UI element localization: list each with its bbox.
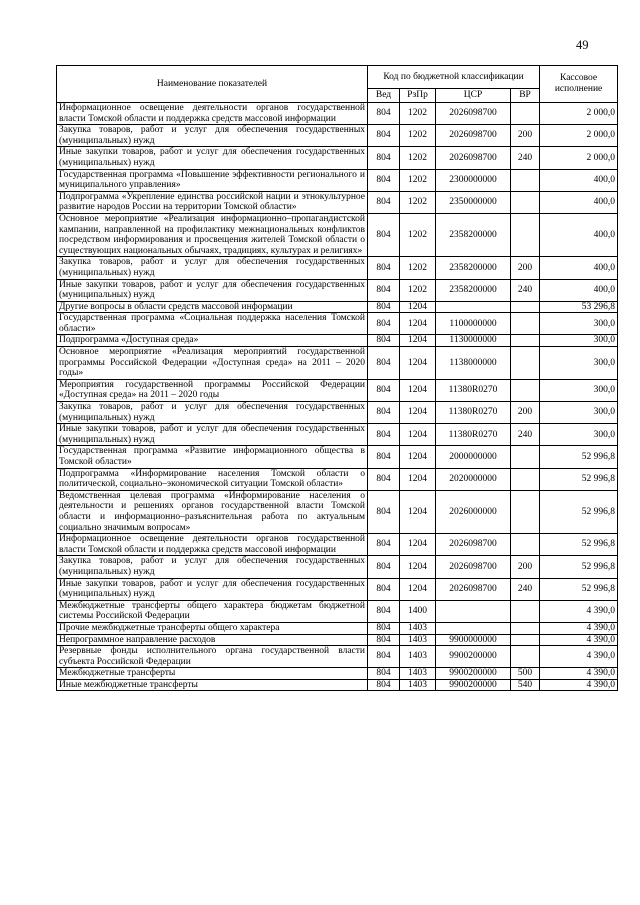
row-rzpr: 1202 [400,125,436,147]
row-name: Информационное освещение деятельности органов государственной власти Томской области и поддержка средств массовой информации [57,534,368,556]
row-rzpr: 1202 [400,103,436,125]
row-name: Иные межбюджетные трансферты [57,679,368,691]
row-name: Закупка товаров, работ и услуг для обеспечения государственных (муниципальных) нужд [57,556,368,578]
row-amount: 300,0 [540,335,618,347]
row-csr: 2300000000 [436,169,511,191]
row-rzpr: 1204 [400,490,436,533]
table-row [57,347,618,380]
row-vr: 240 [511,147,540,169]
row-rzpr: 1403 [400,634,436,646]
row-amount: 300,0 [540,402,618,424]
table-row [57,634,618,646]
row-vr [511,103,540,125]
row-amount: 2 000,0 [540,147,618,169]
row-amount: 400,0 [540,213,618,256]
header-amount: Кассовое исполнение [540,66,618,103]
row-csr: 2350000000 [436,191,511,213]
row-rzpr: 1204 [400,534,436,556]
row-name: Прочие межбюджетные трансферты общего характера [57,622,368,634]
row-rzpr: 1204 [400,468,436,490]
table-row [57,490,618,533]
row-ved: 804 [368,335,400,347]
row-amount: 300,0 [540,347,618,380]
row-amount: 4 390,0 [540,668,618,680]
row-vr: 240 [511,279,540,301]
table-row [57,402,618,424]
row-ved: 804 [368,279,400,301]
row-name: Подпрограмма «Укрепление единства российской нации и этнокультурное развитие народов России на территории Томской области» [57,191,368,213]
row-vr: 200 [511,125,540,147]
row-csr: 11380R0270 [436,424,511,446]
table-row [57,646,618,668]
table-row [57,213,618,256]
row-rzpr: 1202 [400,257,436,279]
table-row [57,279,618,301]
row-vr: 540 [511,679,540,691]
row-name: Межбюджетные трансферты общего характера бюджетам бюджетной системы Российской Федерации [57,600,368,622]
row-name: Закупка товаров, работ и услуг для обеспечения государственных (муниципальных) нужд [57,257,368,279]
row-rzpr: 1403 [400,679,436,691]
table-row [57,578,618,600]
table-row [57,301,618,313]
row-csr: 2026098700 [436,125,511,147]
row-name: Другие вопросы в области средств массовой информации [57,301,368,313]
row-ved: 804 [368,424,400,446]
row-vr [511,490,540,533]
row-amount: 4 390,0 [540,600,618,622]
table-row [57,103,618,125]
row-csr: 2358200000 [436,279,511,301]
row-vr [511,446,540,468]
row-amount: 52 996,8 [540,556,618,578]
header-code-group: Код по бюджетной классификации [368,66,540,89]
row-name: Государственная программа «Развитие информационного общества в Томской области» [57,446,368,468]
row-ved: 804 [368,679,400,691]
row-ved: 804 [368,147,400,169]
row-rzpr: 1204 [400,379,436,401]
budget-table [56,65,618,691]
row-vr [511,213,540,256]
table-row [57,313,618,335]
row-vr [511,534,540,556]
table-row [57,257,618,279]
row-amount: 52 996,8 [540,468,618,490]
row-csr: 9900200000 [436,646,511,668]
row-amount: 300,0 [540,424,618,446]
row-amount: 52 996,8 [540,490,618,533]
row-name: Межбюджетные трансферты [57,668,368,680]
table-row [57,622,618,634]
table-row [57,556,618,578]
row-ved: 804 [368,468,400,490]
row-name: Иные закупки товаров, работ и услуг для обеспечения государственных (муниципальных) нужд [57,147,368,169]
row-csr: 2026098700 [436,556,511,578]
row-ved: 804 [368,257,400,279]
row-rzpr: 1204 [400,556,436,578]
row-amount: 4 390,0 [540,622,618,634]
header-vr: ВР [511,89,540,103]
row-ved: 804 [368,379,400,401]
row-rzpr: 1202 [400,279,436,301]
row-csr: 1138000000 [436,347,511,380]
row-ved: 804 [368,634,400,646]
row-csr [436,622,511,634]
row-ved: 804 [368,534,400,556]
table-row [57,446,618,468]
row-csr: 9900000000 [436,634,511,646]
row-vr: 200 [511,257,540,279]
table-row [57,679,618,691]
row-name: Мероприятия государственной программы Российской Федерации «Доступная среда» на 2011 – 2020 годы [57,379,368,401]
row-vr [511,191,540,213]
row-ved: 804 [368,622,400,634]
row-csr: 2026098700 [436,534,511,556]
row-rzpr: 1202 [400,191,436,213]
table-row [57,424,618,446]
page-number: 49 [576,38,589,52]
row-csr: 1130000000 [436,335,511,347]
row-name: Закупка товаров, работ и услуг для обеспечения государственных (муниципальных) нужд [57,402,368,424]
header-csr: ЦСР [436,89,511,103]
header-name: Наименование показателей [57,66,368,103]
table-row [57,468,618,490]
row-rzpr: 1403 [400,646,436,668]
row-ved: 804 [368,125,400,147]
row-rzpr: 1204 [400,424,436,446]
row-name: Государственная программа «Социальная поддержка населения Томской области» [57,313,368,335]
row-rzpr: 1202 [400,213,436,256]
row-rzpr: 1403 [400,668,436,680]
table-row [57,534,618,556]
row-rzpr: 1204 [400,335,436,347]
row-vr [511,301,540,313]
row-name: Государственная программа «Повышение эффективности регионального и муниципального управления» [57,169,368,191]
row-ved: 804 [368,578,400,600]
row-name: Иные закупки товаров, работ и услуг для обеспечения государственных (муниципальных) нужд [57,279,368,301]
row-amount: 4 390,0 [540,634,618,646]
row-rzpr: 1202 [400,169,436,191]
row-amount: 400,0 [540,257,618,279]
table-row [57,169,618,191]
row-name: Основное мероприятие «Реализация информационно–пропагандистской кампании, направленной на профилактику межнациональных конфликтов посредством информирования и просвещения жителей Томской области о существующих национальных обычаях, традициях, культурах и религиях» [57,213,368,256]
row-csr: 2358200000 [436,257,511,279]
row-vr: 200 [511,402,540,424]
row-rzpr: 1204 [400,313,436,335]
row-vr: 240 [511,578,540,600]
header-rzpr: РзПр [400,89,436,103]
table-row [57,147,618,169]
row-csr: 2358200000 [436,213,511,256]
table-row [57,600,618,622]
row-rzpr: 1204 [400,301,436,313]
row-amount: 300,0 [540,379,618,401]
row-name: Непрограммное направление расходов [57,634,368,646]
row-amount: 52 996,8 [540,578,618,600]
row-rzpr: 1204 [400,347,436,380]
row-vr: 240 [511,424,540,446]
row-name: Подпрограмма «Информирование населения Томской области о политической, социально–экономической ситуации Томской области» [57,468,368,490]
row-ved: 804 [368,213,400,256]
row-vr [511,313,540,335]
row-rzpr: 1204 [400,402,436,424]
row-csr: 9900200000 [436,679,511,691]
row-name: Ведомственная целевая программа «Информирование населения о деятельности и решениях органов государственной власти Томской области и информационно–разъяснительная работа по актуальным социально значимым вопросам» [57,490,368,533]
row-vr [511,646,540,668]
row-rzpr: 1204 [400,446,436,468]
row-vr: 500 [511,668,540,680]
row-name: Закупка товаров, работ и услуг для обеспечения государственных (муниципальных) нужд [57,125,368,147]
row-rzpr: 1202 [400,147,436,169]
table-row [57,335,618,347]
header-ved: Вед [368,89,400,103]
row-csr: 2000000000 [436,446,511,468]
row-vr [511,169,540,191]
row-ved: 804 [368,103,400,125]
row-vr: 200 [511,556,540,578]
table-row [57,668,618,680]
row-name: Резервные фонды исполнительного органа государственной власти субъекта Российской Федерации [57,646,368,668]
row-amount: 400,0 [540,191,618,213]
row-vr [511,600,540,622]
row-ved: 804 [368,169,400,191]
row-name: Информационное освещение деятельности органов государственной власти Томской области и поддержка средств массовой информации [57,103,368,125]
row-amount: 53 296,8 [540,301,618,313]
row-ved: 804 [368,313,400,335]
row-amount: 400,0 [540,169,618,191]
row-ved: 804 [368,347,400,380]
row-vr [511,622,540,634]
row-amount: 2 000,0 [540,125,618,147]
table-row [57,125,618,147]
row-name: Основное мероприятие «Реализация мероприятий государственной программы Российской Федерации «Доступная среда» на 2011 – 2020 годы» [57,347,368,380]
row-vr [511,379,540,401]
row-rzpr: 1204 [400,578,436,600]
row-vr [511,468,540,490]
row-csr: 9900200000 [436,668,511,680]
row-name: Иные закупки товаров, работ и услуг для обеспечения государственных (муниципальных) нужд [57,578,368,600]
row-amount: 4 390,0 [540,679,618,691]
row-ved: 804 [368,446,400,468]
row-ved: 804 [368,402,400,424]
table-row [57,379,618,401]
row-vr [511,347,540,380]
row-csr: 2020000000 [436,468,511,490]
row-ved: 804 [368,301,400,313]
row-csr: 2026000000 [436,490,511,533]
row-csr: 1100000000 [436,313,511,335]
row-ved: 804 [368,490,400,533]
row-amount: 52 996,8 [540,534,618,556]
row-csr: 2026098700 [436,103,511,125]
row-ved: 804 [368,668,400,680]
row-name: Иные закупки товаров, работ и услуг для обеспечения государственных (муниципальных) нужд [57,424,368,446]
row-csr: 11380R0270 [436,379,511,401]
row-vr [511,335,540,347]
row-amount: 400,0 [540,279,618,301]
row-ved: 804 [368,600,400,622]
row-amount: 4 390,0 [540,646,618,668]
row-name: Подпрограмма «Доступная среда» [57,335,368,347]
row-csr: 2026098700 [436,578,511,600]
row-csr: 2026098700 [436,147,511,169]
row-csr [436,600,511,622]
row-amount: 300,0 [540,313,618,335]
row-vr [511,634,540,646]
row-rzpr: 1403 [400,622,436,634]
table-row [57,191,618,213]
row-csr [436,301,511,313]
row-ved: 804 [368,191,400,213]
row-csr: 11380R0270 [436,402,511,424]
row-amount: 2 000,0 [540,103,618,125]
row-amount: 52 996,8 [540,446,618,468]
row-ved: 804 [368,556,400,578]
row-ved: 804 [368,646,400,668]
row-rzpr: 1400 [400,600,436,622]
